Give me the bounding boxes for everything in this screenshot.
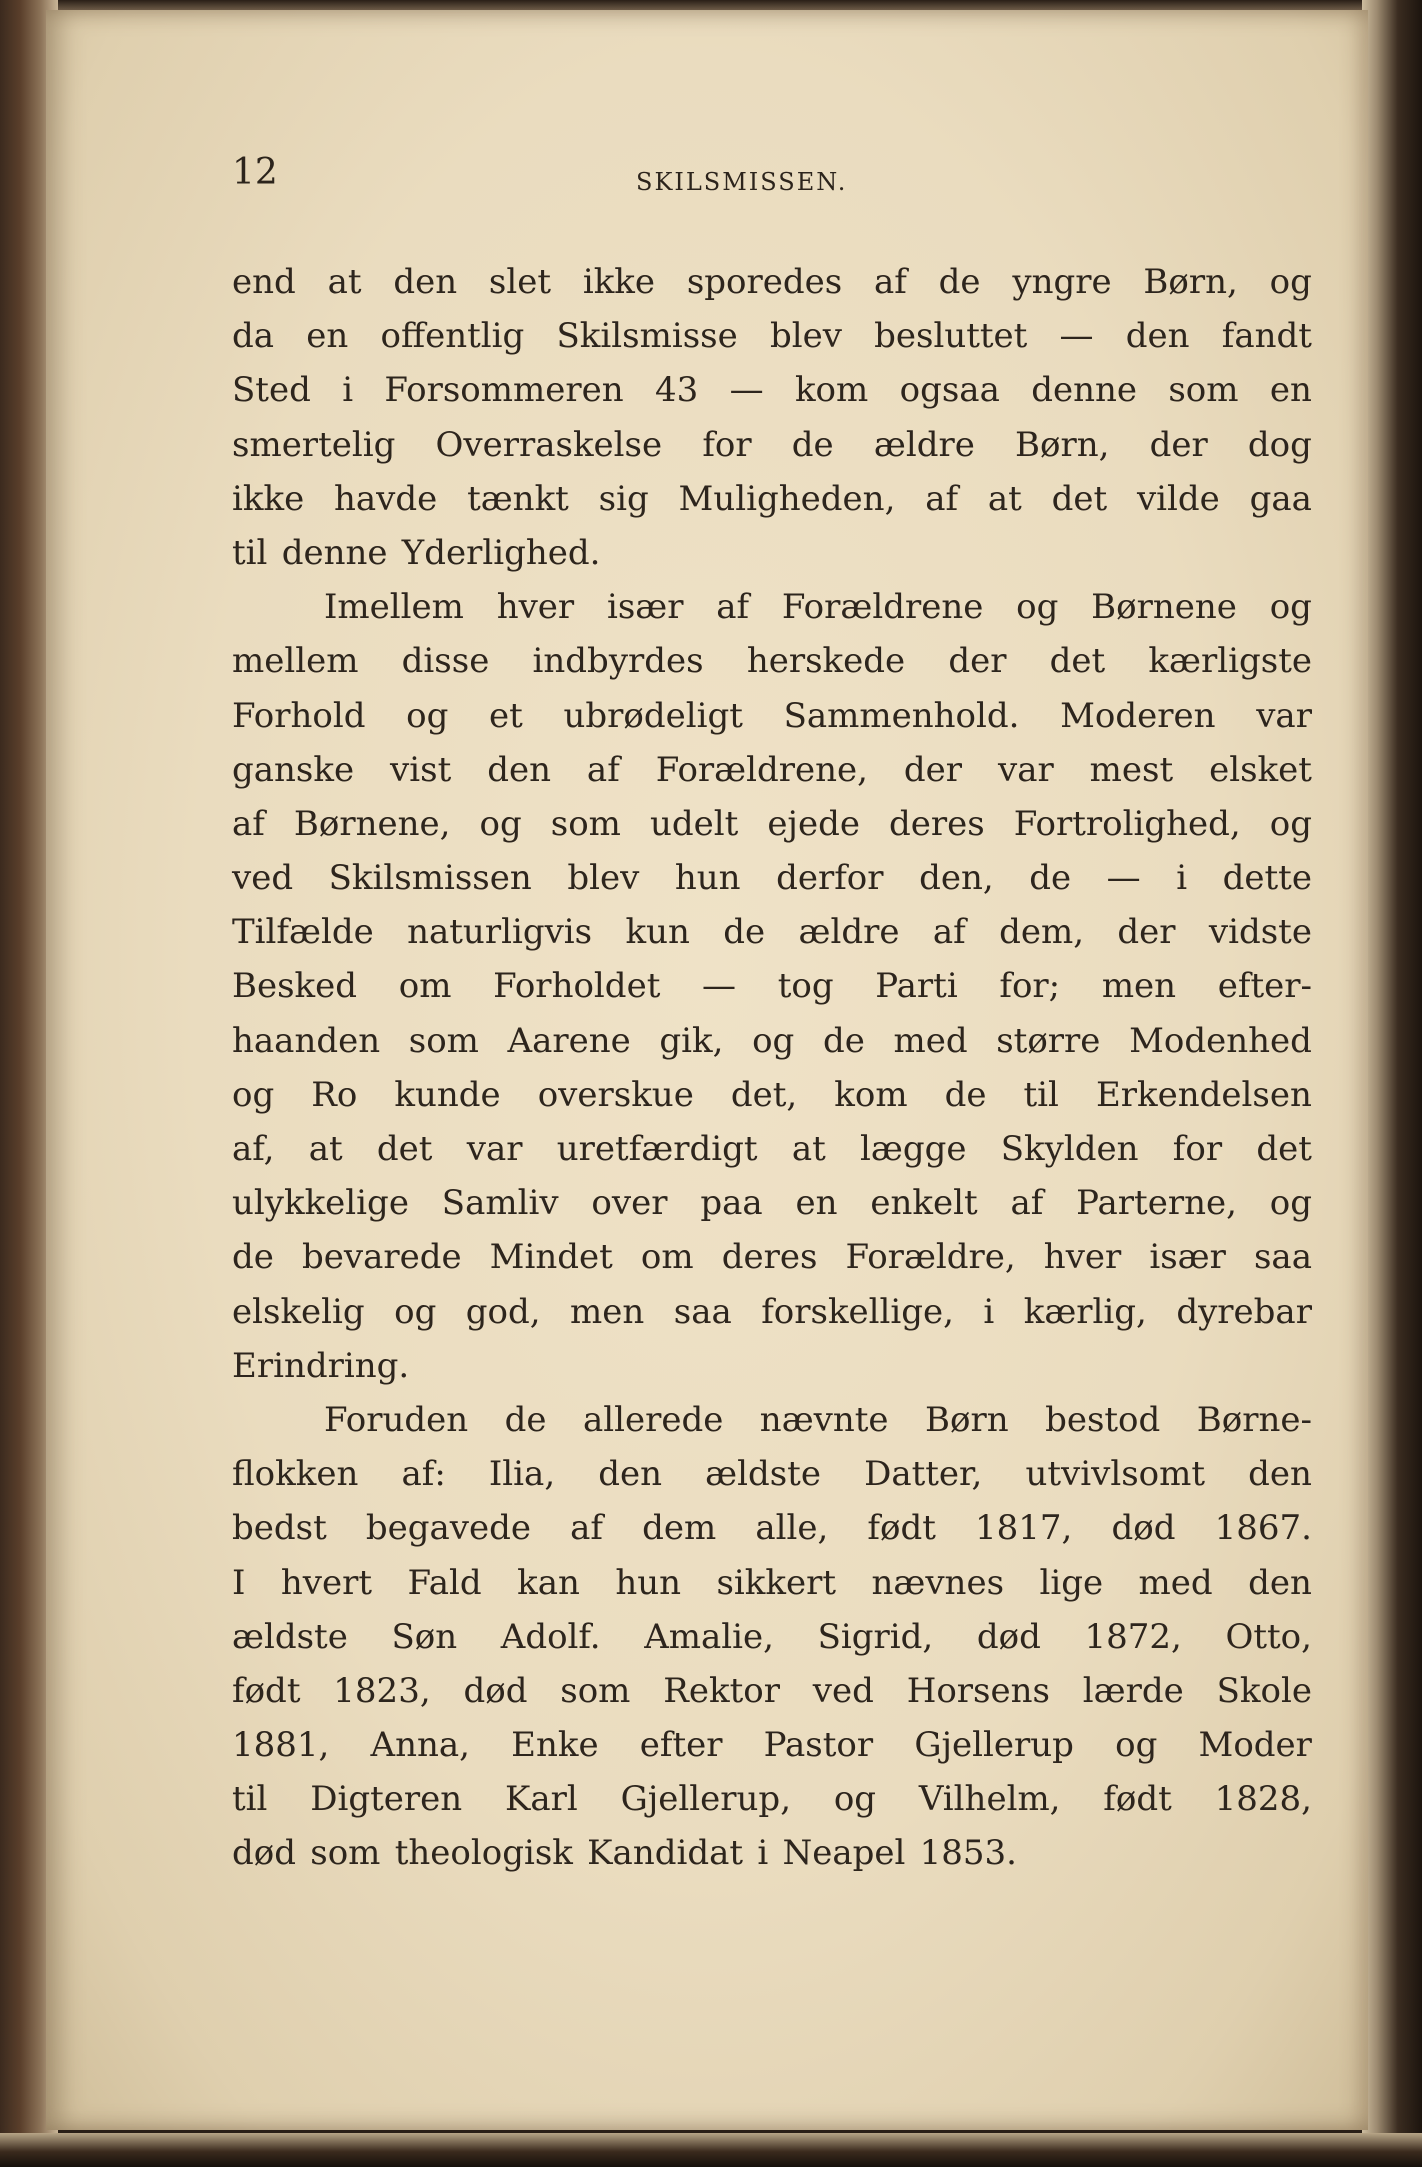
word: Skylden — [1000, 1129, 1139, 1169]
text-line — [232, 526, 1312, 580]
word: — — [1106, 858, 1141, 899]
text-line — [232, 797, 1312, 851]
word: da — [232, 316, 275, 357]
word: 1823, — [333, 1670, 431, 1711]
word: forskellige, — [761, 1291, 954, 1332]
word: Sigrid, — [817, 1616, 934, 1657]
text-line — [232, 418, 1312, 472]
word: af — [586, 749, 620, 790]
running-title: SKILSMISSEN. — [636, 168, 848, 196]
word: I — [232, 1562, 246, 1603]
word: men — [570, 1291, 645, 1332]
bottom-page-edge — [0, 2133, 1422, 2167]
word: utvivlsomt — [1025, 1454, 1206, 1495]
word: død — [1111, 1508, 1176, 1549]
word: dette — [1222, 858, 1312, 899]
word: Amalie, — [644, 1616, 774, 1657]
word: sig — [598, 478, 649, 519]
word: Erkendelsen — [1095, 1074, 1312, 1115]
word: som — [550, 803, 621, 844]
running-head — [46, 152, 1368, 202]
word: blev — [769, 316, 842, 357]
word: kan — [517, 1562, 580, 1603]
word: flokken — [232, 1454, 359, 1495]
word: havde — [334, 478, 438, 519]
book-page — [46, 10, 1368, 2130]
word: nævnte — [759, 1399, 889, 1440]
word: det, — [730, 1074, 798, 1115]
word: Fortrolighed, — [1013, 803, 1241, 844]
word: 1872, — [1084, 1616, 1182, 1657]
word: af — [232, 803, 265, 844]
word: vilde — [1136, 478, 1220, 519]
word: vist — [390, 749, 452, 790]
word: og — [1269, 262, 1312, 302]
word: især — [606, 587, 684, 628]
word: Samliv — [441, 1183, 559, 1224]
word: og — [752, 1020, 795, 1061]
word: ved — [812, 1670, 874, 1711]
word: var — [998, 749, 1054, 790]
word: de — [1029, 858, 1072, 899]
word: saa — [673, 1291, 732, 1332]
word: Skole — [1216, 1670, 1312, 1711]
word: ældre — [798, 912, 900, 953]
word: dyrebar — [1176, 1291, 1312, 1332]
word: theologisk — [394, 1833, 573, 1874]
word: især — [1149, 1237, 1226, 1278]
word: bevarede — [301, 1237, 462, 1278]
word: 1817, — [975, 1508, 1073, 1549]
text-line — [232, 255, 1312, 309]
word: de — [232, 1237, 274, 1278]
word: og — [232, 1074, 275, 1115]
word: de — [938, 262, 981, 302]
word: kærligste — [1148, 641, 1312, 682]
word: Ro — [311, 1074, 358, 1115]
body-text — [232, 255, 1312, 1881]
word: en — [1269, 370, 1312, 411]
word: Adolf. — [500, 1616, 601, 1657]
word: ejede — [767, 803, 860, 844]
word: 1828, — [1214, 1779, 1312, 1820]
text-line — [232, 1718, 1312, 1772]
word: indbyrdes — [532, 641, 704, 682]
word: derfor — [776, 858, 884, 899]
word: Forældrene, — [655, 749, 868, 790]
word: til — [232, 532, 268, 573]
word: elskelig — [232, 1291, 365, 1332]
word: den — [1248, 1562, 1312, 1603]
word: — — [702, 966, 737, 1007]
word: Børne- — [1196, 1399, 1312, 1440]
word: af — [925, 478, 959, 519]
word: slet — [488, 262, 552, 302]
word: de — [944, 1074, 987, 1115]
word: Parterne, — [1076, 1183, 1237, 1224]
word: Moder — [1198, 1725, 1312, 1766]
word: ganske — [232, 749, 355, 790]
word: i — [983, 1291, 995, 1332]
word: lægge — [860, 1129, 967, 1169]
word: af — [1010, 1183, 1044, 1224]
word: alle, — [755, 1508, 829, 1549]
word: og — [1115, 1725, 1158, 1766]
word: men — [1101, 966, 1177, 1007]
word: død — [232, 1833, 296, 1874]
word: født — [232, 1670, 301, 1711]
word: af — [932, 912, 966, 953]
word: et — [489, 695, 523, 736]
word: den — [1125, 316, 1190, 357]
word: Børn — [925, 1399, 1009, 1440]
word: 1881, — [232, 1725, 330, 1766]
word: tænkt — [467, 478, 569, 519]
word: de — [504, 1399, 547, 1440]
right-page-edge — [1362, 0, 1422, 2167]
word: hun — [674, 858, 741, 899]
text-line — [232, 851, 1312, 905]
word: Imellem — [324, 587, 464, 628]
word: Yderlighed. — [401, 532, 601, 573]
word: herskede — [746, 641, 906, 682]
word: Forældrene — [781, 587, 984, 628]
text-line — [232, 905, 1312, 959]
word: efter- — [1217, 966, 1312, 1007]
text-line — [232, 1122, 1312, 1176]
word: om — [640, 1237, 694, 1278]
word: og — [1269, 1183, 1312, 1224]
word: 43 — [655, 370, 699, 411]
word: Mindet — [489, 1237, 613, 1278]
word: Ilia, — [488, 1454, 556, 1495]
word: enkelt — [870, 1183, 978, 1224]
word: ikke — [232, 478, 305, 519]
word: gaa — [1249, 478, 1312, 519]
word: denne — [1031, 370, 1137, 411]
word: til — [1023, 1074, 1059, 1115]
word: Enke — [511, 1725, 599, 1766]
text-line — [232, 580, 1312, 634]
word: dog — [1247, 424, 1312, 465]
word: den, — [919, 858, 994, 899]
word: udelt — [649, 803, 739, 844]
word: Forsommeren — [384, 370, 624, 411]
text-line — [232, 1447, 1312, 1501]
word: denne — [281, 532, 388, 573]
word: født — [1103, 1779, 1172, 1820]
word: den — [487, 749, 551, 790]
word: som — [560, 1670, 631, 1711]
word: en — [795, 1183, 838, 1224]
word: Børnene — [1091, 587, 1237, 628]
text-line — [232, 1285, 1312, 1339]
word: der — [903, 749, 963, 790]
word: Børn, — [1143, 262, 1238, 302]
text-line — [232, 1176, 1312, 1230]
word: ogsaa — [899, 370, 1000, 411]
word: med — [1138, 1562, 1213, 1603]
word: af: — [401, 1454, 446, 1495]
word: lige — [1039, 1562, 1104, 1603]
word: blev — [567, 858, 640, 899]
word: bedst — [232, 1508, 327, 1549]
word: Moderen — [1060, 695, 1216, 736]
word: i — [757, 1833, 769, 1874]
word: fandt — [1221, 316, 1312, 357]
word: offentlig — [380, 316, 525, 357]
word: dem — [642, 1508, 717, 1549]
word: Sted — [232, 370, 311, 411]
word: Otto, — [1225, 1616, 1312, 1657]
word: og — [1269, 587, 1312, 628]
word: Børnene, — [293, 803, 451, 844]
word: for — [702, 424, 752, 465]
word: Rektor — [663, 1670, 780, 1711]
word: om — [398, 966, 452, 1007]
text-line — [232, 689, 1312, 743]
text-line — [232, 959, 1312, 1013]
word: Muligheden, — [678, 478, 896, 519]
text-line — [232, 1826, 1312, 1880]
word: ældste — [705, 1454, 821, 1495]
word: og — [406, 695, 449, 736]
text-line — [232, 1501, 1312, 1555]
word: sikkert — [716, 1562, 837, 1603]
word: i — [342, 370, 354, 411]
word: død — [976, 1616, 1041, 1657]
word: lærde — [1082, 1670, 1184, 1711]
word: kom — [834, 1074, 908, 1115]
word: for; — [999, 966, 1061, 1007]
word: Erindring. — [232, 1345, 410, 1386]
word: at — [791, 1129, 826, 1169]
word: paa — [700, 1183, 763, 1224]
word: de — [791, 424, 834, 465]
word: Børn, — [1015, 424, 1110, 465]
word: kunde — [394, 1074, 501, 1115]
word: ulykkelige — [232, 1183, 409, 1224]
text-line — [232, 1772, 1312, 1826]
word: der — [1117, 912, 1176, 953]
text-line — [232, 309, 1312, 363]
word: Horsens — [906, 1670, 1050, 1711]
word: dem, — [999, 912, 1084, 953]
word: mellem — [232, 641, 359, 682]
word: ved — [232, 858, 294, 899]
word: Anna, — [370, 1725, 470, 1766]
word: Pastor — [763, 1725, 874, 1766]
word: Modenhed — [1129, 1020, 1312, 1061]
word: der — [948, 641, 1007, 682]
word: af — [716, 587, 750, 628]
page-number: 12 — [232, 152, 278, 193]
word: uretfærdigt — [556, 1129, 758, 1169]
word: af — [874, 262, 907, 302]
word: mest — [1089, 749, 1174, 790]
text-line — [232, 363, 1312, 417]
word: større — [996, 1020, 1101, 1061]
word: den — [393, 262, 458, 302]
word: Besked — [232, 966, 358, 1007]
word: at — [327, 262, 362, 302]
word: som — [310, 1833, 381, 1874]
word: Foruden — [324, 1399, 469, 1440]
word: over — [591, 1183, 668, 1224]
text-line — [232, 472, 1312, 526]
word: de — [822, 1020, 865, 1061]
text-line — [232, 1230, 1312, 1284]
word: kom — [794, 370, 869, 411]
word: en — [306, 316, 349, 357]
text-line — [232, 743, 1312, 797]
word: ubrødeligt — [563, 695, 743, 736]
word: haanden — [232, 1020, 381, 1061]
word: og — [394, 1291, 437, 1332]
word: saa — [1253, 1237, 1312, 1278]
word: Aarene — [507, 1020, 631, 1061]
word: med — [893, 1020, 968, 1061]
word: og — [1269, 803, 1312, 844]
word: efter — [639, 1725, 723, 1766]
text-line — [232, 1664, 1312, 1718]
word: 1853. — [919, 1833, 1017, 1874]
text-line — [232, 1068, 1312, 1122]
text-line — [232, 1556, 1312, 1610]
word: deres — [889, 803, 985, 844]
word: yngre — [1012, 262, 1112, 302]
word: død — [463, 1670, 528, 1711]
word: den — [1248, 1454, 1312, 1495]
word: det — [1049, 641, 1106, 682]
text-line — [232, 634, 1312, 688]
text-line — [232, 1014, 1312, 1068]
word: Fald — [407, 1562, 482, 1603]
word: kun — [625, 912, 690, 953]
word: ældste — [232, 1616, 348, 1657]
word: disse — [401, 641, 490, 682]
word: Vilhelm, — [918, 1779, 1061, 1820]
word: hver — [1043, 1237, 1122, 1278]
word: hver — [496, 587, 575, 628]
word: 1867. — [1214, 1508, 1312, 1549]
word: de — [723, 912, 766, 953]
word: ikke — [582, 262, 656, 302]
word: Gjellerup, — [620, 1779, 792, 1820]
word: Gjellerup — [914, 1725, 1074, 1766]
word: naturligvis — [407, 912, 593, 953]
word: ældre — [873, 424, 975, 465]
word: Kandidat — [587, 1833, 744, 1874]
word: Neapel — [782, 1833, 906, 1874]
word: som — [1168, 370, 1239, 411]
word: elsket — [1209, 749, 1312, 790]
word: som — [408, 1020, 479, 1061]
text-line — [232, 1610, 1312, 1664]
word: for — [1172, 1129, 1223, 1169]
word: var — [466, 1129, 523, 1169]
word: at — [308, 1129, 343, 1169]
word: Digteren — [310, 1779, 463, 1820]
word: var — [1256, 695, 1312, 736]
word: af, — [232, 1129, 275, 1169]
text-line — [232, 1339, 1312, 1393]
word: Tilfælde — [232, 912, 374, 953]
word: overskue — [537, 1074, 694, 1115]
word: hvert — [280, 1562, 373, 1603]
word: god, — [465, 1291, 541, 1332]
word: — — [1059, 316, 1094, 357]
word: af — [570, 1508, 603, 1549]
word: Forhold — [232, 695, 366, 736]
word: smertelig — [232, 424, 396, 465]
word: bestod — [1045, 1399, 1161, 1440]
word: end — [232, 262, 296, 302]
word: at — [987, 478, 1022, 519]
word: Datter, — [864, 1454, 983, 1495]
word: født — [867, 1508, 936, 1549]
word: kærlig, — [1023, 1291, 1147, 1332]
word: — — [729, 370, 764, 411]
word: besluttet — [874, 316, 1028, 357]
word: Forældre, — [845, 1237, 1016, 1278]
word: Overraskelse — [435, 424, 663, 465]
word: Parti — [875, 966, 958, 1007]
word: Søn — [391, 1616, 458, 1657]
word: tog — [777, 966, 834, 1007]
word: det — [376, 1129, 433, 1169]
word: der — [1149, 424, 1208, 465]
word: Skilsmissen — [328, 858, 532, 899]
word: og — [479, 803, 522, 844]
text-line — [232, 1393, 1312, 1447]
word: og — [833, 1779, 877, 1820]
word: det — [1256, 1129, 1312, 1169]
word: til — [232, 1779, 268, 1820]
word: nævnes — [871, 1562, 1005, 1603]
word: i — [1176, 858, 1188, 899]
word: den — [598, 1454, 663, 1495]
word: gik, — [659, 1020, 724, 1061]
word: allerede — [582, 1399, 724, 1440]
word: sporedes — [686, 262, 843, 302]
word: Karl — [504, 1779, 578, 1820]
word: Forholdet — [493, 966, 661, 1007]
word: hun — [615, 1562, 682, 1603]
word: det — [1051, 478, 1108, 519]
word: Skilsmisse — [556, 316, 738, 357]
word: Sammenhold. — [783, 695, 1020, 736]
word: vidste — [1208, 912, 1312, 953]
word: deres — [721, 1237, 818, 1278]
word: begavede — [365, 1508, 532, 1549]
word: og — [1016, 587, 1059, 628]
